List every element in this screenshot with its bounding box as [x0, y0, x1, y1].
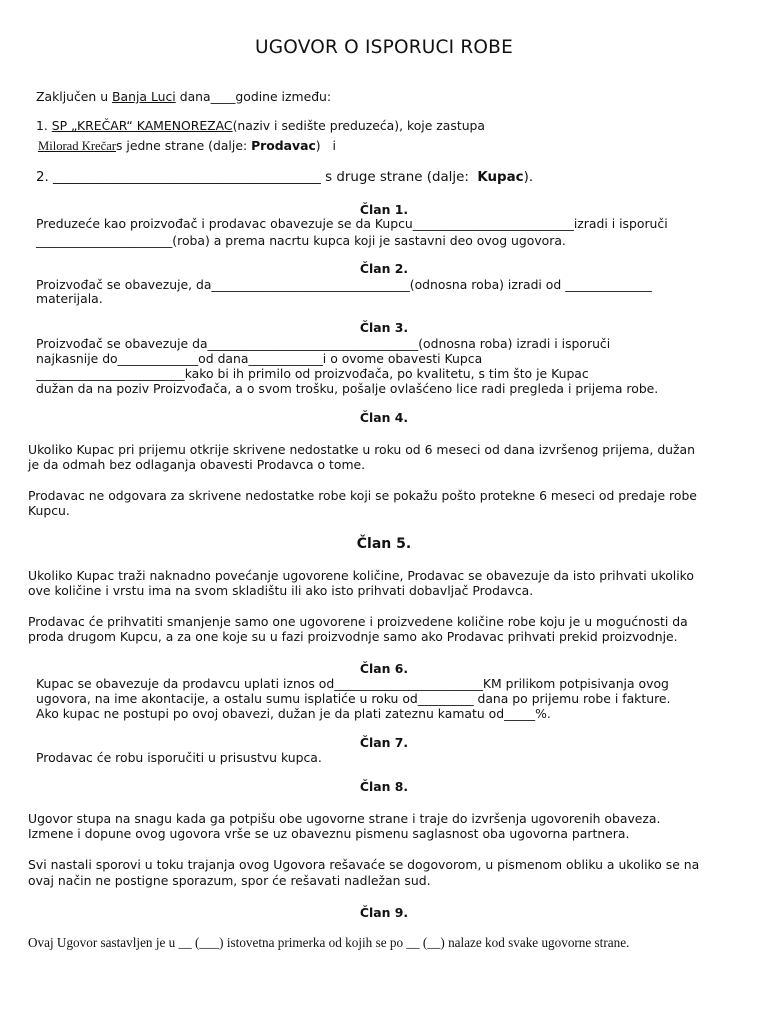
clan-4-p2-line-2: Kupcu.: [28, 503, 70, 518]
clan-1-line-2: ______________________(roba) a prema nacrtu kupca koji je sastavni deo ovog ugovora.: [36, 233, 566, 248]
clan-9-heading: Član 9.: [359, 905, 409, 920]
intro-date: dana____godine između:: [179, 89, 332, 104]
clan-3-heading: Član 3.: [359, 320, 409, 335]
clan-4-p1-line-2: je da odmah bez odlaganja obavesti Prodavca o tome.: [28, 457, 366, 472]
party-2-text: 2. ________________________________________ s druge strane (dalje:: [36, 170, 478, 185]
party-1-description: (naziv i sedište preduzeća), koje zastupa: [232, 118, 486, 133]
party-1-role: Prodavac: [251, 138, 316, 153]
clan-8-p2-line-1: Svi nastali sporovi u toku trajanja ovog Ugovora rešavaće se dogovorom, u pismenom obliku a ukoliko se na: [28, 857, 700, 872]
clan-5-p2-line-2: proda drugom Kupcu, a za one koje su u fazi proizvodnje samo ako Prodavac prihvati prekid proizvodnje.: [28, 629, 678, 644]
clan-8-p2-line-2: ovaj način ne postigne sporazum, spor će rešavati nadležan sud.: [28, 873, 431, 888]
intro-line: [36, 89, 331, 104]
clan-5-p1-line-2: ove količine i vrstu ima na svom skladištu ili ako isto prihvati dobavljač Prodavca.: [28, 583, 534, 598]
clan-4-p1-line-1: Ukoliko Kupac pri prijemu otkrije skrivene nedostatke u roku od 6 meseci od dana izvršenog prijema, dužan: [28, 442, 695, 457]
clan-5-p1-line-1: Ukoliko Kupac traži naknadno povećanje ugovorene količine, Prodavac se obavezuje da isto prihvati ukoliko: [28, 568, 694, 583]
clan-8-heading: Član 8.: [359, 779, 409, 794]
clan-2-line-1: Proizvođač se obavezuje, da________________________________(odnosna roba) izradi od ______________: [36, 277, 652, 292]
clan-7-heading: Član 7.: [359, 735, 409, 750]
clan-3-line-3: ________________________kako bi ih primilo od proizvođača, po kvalitetu, s tim što je Kupac: [36, 366, 589, 381]
clan-8-p1-line-2: Izmene i dopune ovog ugovora vrše se uz obaveznu pismenu saglasnost oba ugovorna partnera.: [28, 826, 630, 841]
party-1-line: [36, 118, 485, 133]
clan-4-heading: Član 4.: [359, 410, 409, 425]
clan-3-line-4: dužan da na poziv Proizvođača, a o svom trošku, pošalje ovlašćeno lice radi pregleda i prijema robe.: [36, 381, 659, 396]
clan-5-p2-line-1: Prodavac će prihvatiti smanjenje samo one ugovorene i proizvedene količine robe koju je u mogućnosti da: [28, 614, 688, 629]
clan-3-line-2: najkasnije do_____________od dana____________i o ovome obavesti Kupca: [36, 351, 483, 366]
clan-3-line-1: Proizvođač se obavezuje da__________________________________(odnosna roba) izradi i isporuči: [36, 336, 611, 351]
clan-1-line-1: Preduzeće kao proizvođač i prodavac obavezuje se da Kupcu__________________________izradi i isporuči: [36, 216, 668, 231]
intro-place: Banja Luci: [112, 89, 176, 104]
party-2-role: Kupac: [477, 170, 524, 185]
clan-5-heading: Član 5.: [356, 536, 412, 552]
clan-1-heading: Član 1.: [359, 202, 409, 217]
clan-6-line-1: Kupac se obavezuje da prodavcu uplati iznos od________________________KM prilikom potpisivanja ovog: [36, 676, 669, 691]
clan-6-heading: Član 6.: [359, 661, 409, 676]
clan-9-line-1: Ovaj Ugovor sastavljen je u __ (___) istovetna primerka od kojih se po __ (__) nalaze kod svake ugovorne strane.: [28, 935, 630, 950]
clan-2-line-2: materijala.: [36, 291, 103, 306]
clan-7-line-1: Prodavac će robu isporučiti u prisustvu kupca.: [36, 750, 322, 765]
clan-8-p1-line-1: Ugovor stupa na snagu kada ga potpišu obe ugovorne strane i traje do izvršenja ugovorenih obaveza.: [28, 811, 661, 826]
clan-6-line-2: ugovora, na ime akontacije, a ostalu sumu isplatiće u roku od_________ dana po prijemu robe i fakture.: [36, 691, 671, 706]
party-1-end: ) i: [315, 138, 336, 153]
clan-4-p2-line-1: Prodavac ne odgovara za skrivene nedostatke robe koji se pokažu pošto protekne 6 meseci od predaje robe: [28, 488, 697, 503]
clan-2-heading: Član 2.: [359, 261, 409, 276]
party-2-end: ).: [523, 170, 534, 185]
party-1-company: SP „KREČAR“ KAMENOREZAC: [51, 118, 233, 133]
clan-6-line-3: Ako kupac ne postupi po ovoj obavezi, dužan je da plati zateznu kamatu od_____%.: [36, 706, 551, 721]
party-1-side: s jedne strane (dalje:: [115, 138, 248, 153]
intro-zakljucen: Zaključen u: [36, 89, 109, 104]
party-1-representative: Milorad Krečar: [38, 139, 116, 153]
document-title: UGOVOR O ISPORUCI ROBE: [255, 37, 513, 58]
party-1-number: 1.: [36, 118, 48, 133]
party-1-rep-line: [38, 138, 336, 154]
party-2-line: [36, 170, 533, 185]
